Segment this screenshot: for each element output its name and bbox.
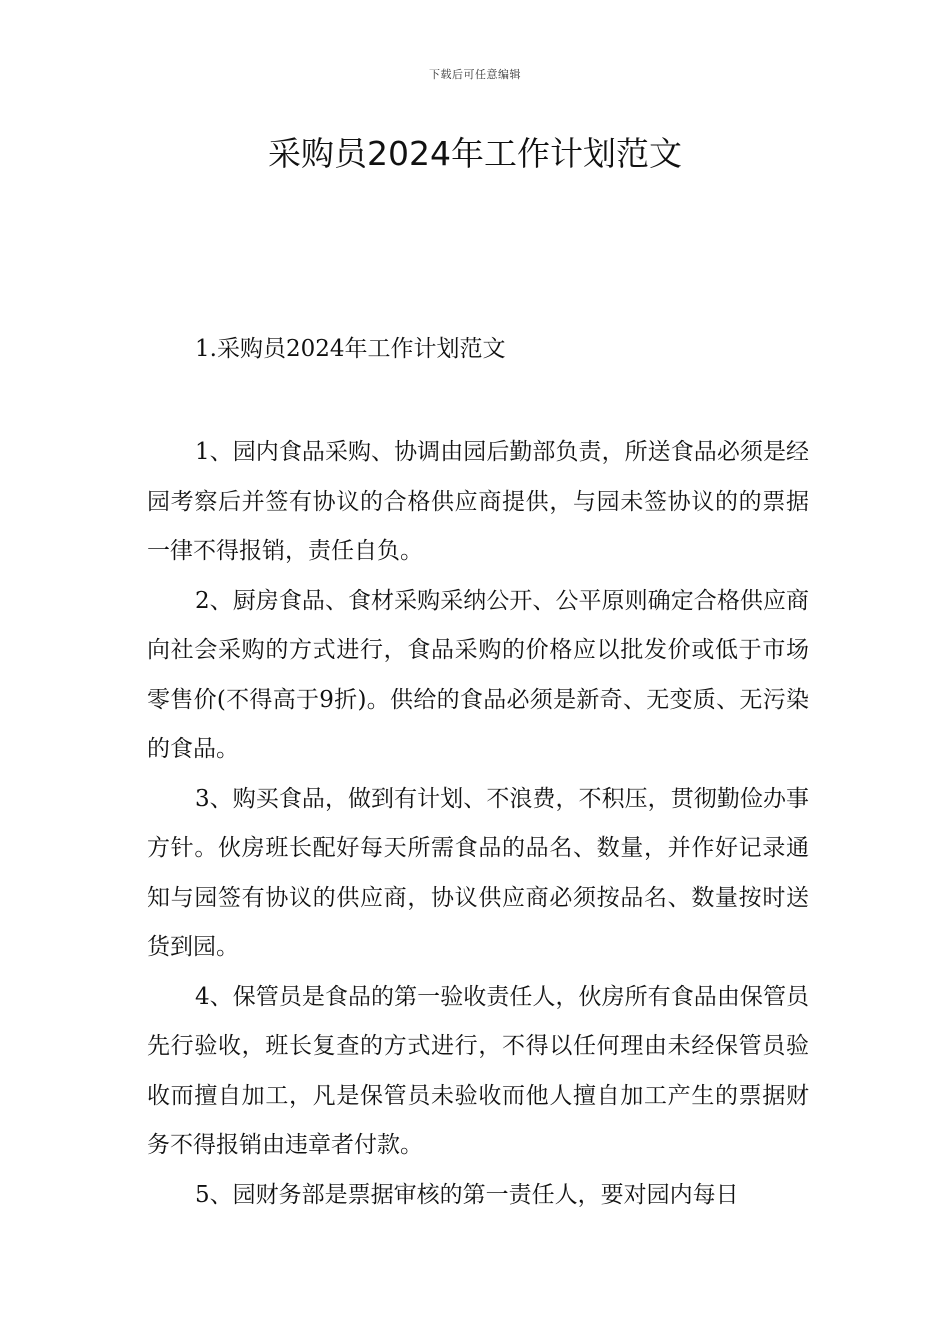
paragraph-1: 1、园内食品采购、协调由园后勤部负责，所送食品必须是经园考察后并签有协议的合格供应商提供，与园未签协议的的票据一律不得报销，责任自负。 (147, 439, 809, 564)
paragraph-3: 3、购买食品，做到有计划、不浪费，不积压，贯彻勤俭办事方针。伙房班长配好每天所需食品的品名、数量，并作好记录通知与园签有协议的供应商，协议供应商必须按品名、数量按时送货到园。 (147, 785, 809, 960)
document-title: 采购员2024年工作计划范文 (268, 134, 682, 173)
header-note: 下载后可任意编辑 (429, 68, 521, 81)
paragraph-5: 5、园财务部是票据审核的第一责任人，要对园内每日 (195, 1181, 739, 1208)
section-heading: 1.采购员2024年工作计划范文 (195, 336, 506, 362)
paragraph-4: 4、保管员是食品的第一验收责任人，伙房所有食品由保管员先行验收，班长复查的方式进行，不得以任何理由未经保管员验收而擅自加工，凡是保管员未验收而他人擅自加工产生的票据财务不得报销由违章者付款。 (147, 983, 809, 1158)
paragraph-2: 2、厨房食品、食材采购采纳公开、公平原则确定合格供应商向社会采购的方式进行，食品采购的价格应以批发价或低于市场零售价(不得高于9折)。供给的食品必须是新奇、无变质、无污染的食品。 (147, 587, 809, 762)
body-text (147, 428, 809, 1220)
